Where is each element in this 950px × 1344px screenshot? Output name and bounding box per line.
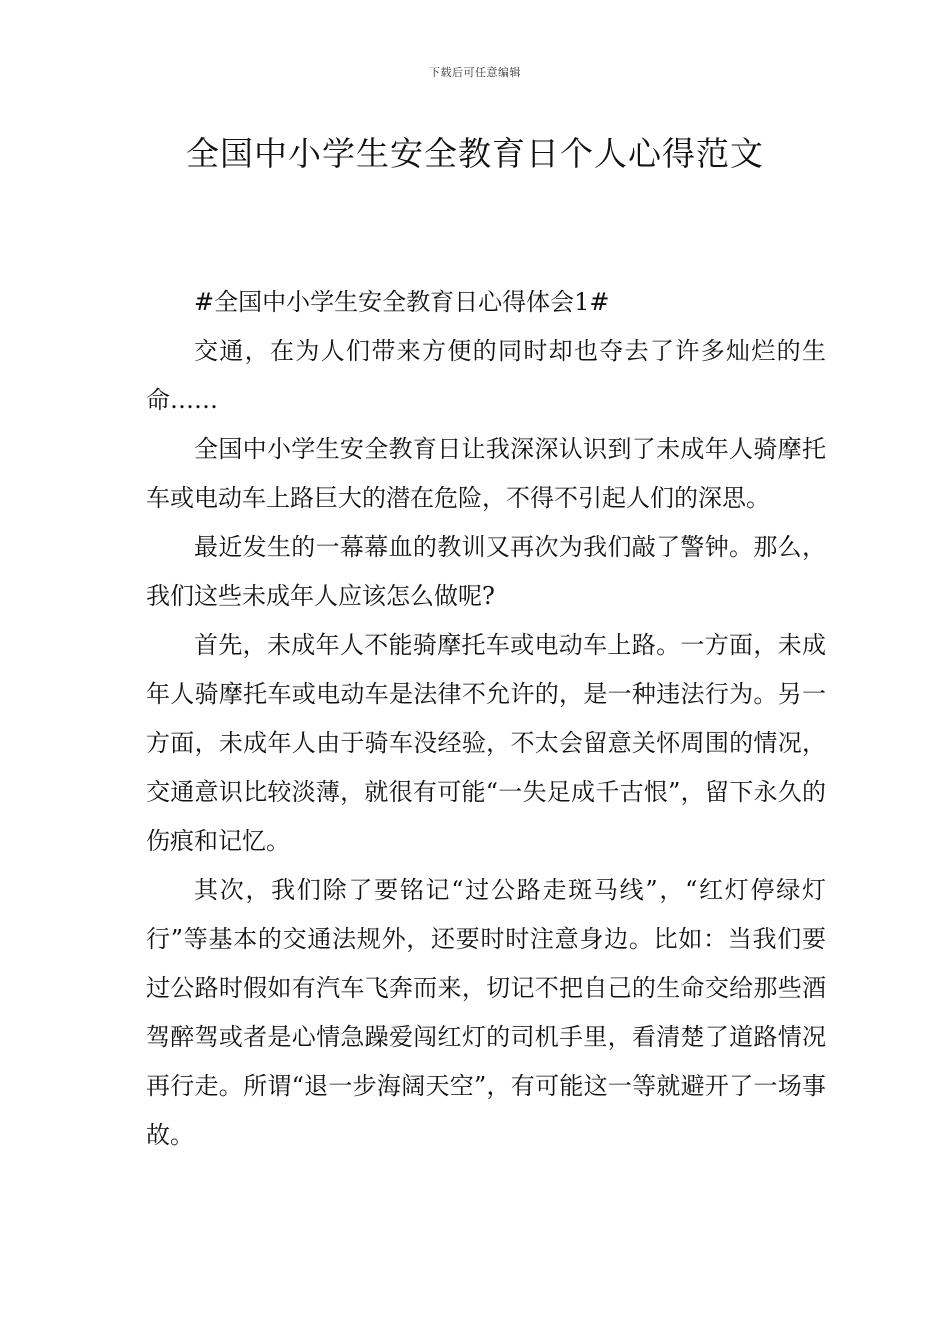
paragraph: 全国中小学生安全教育日让我深深认识到了未成年人骑摩托车或电动车上路巨大的潜在危险，不得不引起人们的深思。 [146,435,826,512]
document-body [146,278,826,1160]
document-title: 全国中小学生安全教育日个人心得范文 [186,134,764,173]
paragraph: 首先，未成年人不能骑摩托车或电动车上路。一方面，未成年人骑摩托车或电动车是法律不允许的，是一种违法行为。另一方面，未成年人由于骑车没经验，不太会留意关怀周围的情况，交通意识比较淡薄，就很有可能“一失足成千古恨”，留下永久的伤痕和记忆。 [146,631,826,855]
paragraph: 其次，我们除了要铭记“过公路走斑马线”，“红灯停绿灯行”等基本的交通法规外，还要时时注意身边。比如：当我们要过公路时假如有汽车飞奔而来，切记不把自己的生命交给那些酒驾醉驾或者是心情急躁爱闯红灯的司机手里，看清楚了道路情况再行走。所谓“退一步海阔天空”，有可能这一等就避开了一场事故。 [146,876,826,1149]
paragraph: 交通，在为人们带来方便的同时却也夺去了许多灿烂的生命…… [146,337,826,414]
header-note: 下载后可任意编辑 [429,66,521,79]
paragraph-section-heading: #全国中小学生安全教育日心得体会1# [194,288,610,316]
paragraph: 最近发生的一幕幕血的教训又再次为我们敲了警钟。那么，我们这些未成年人应该怎么做呢? [146,533,826,610]
